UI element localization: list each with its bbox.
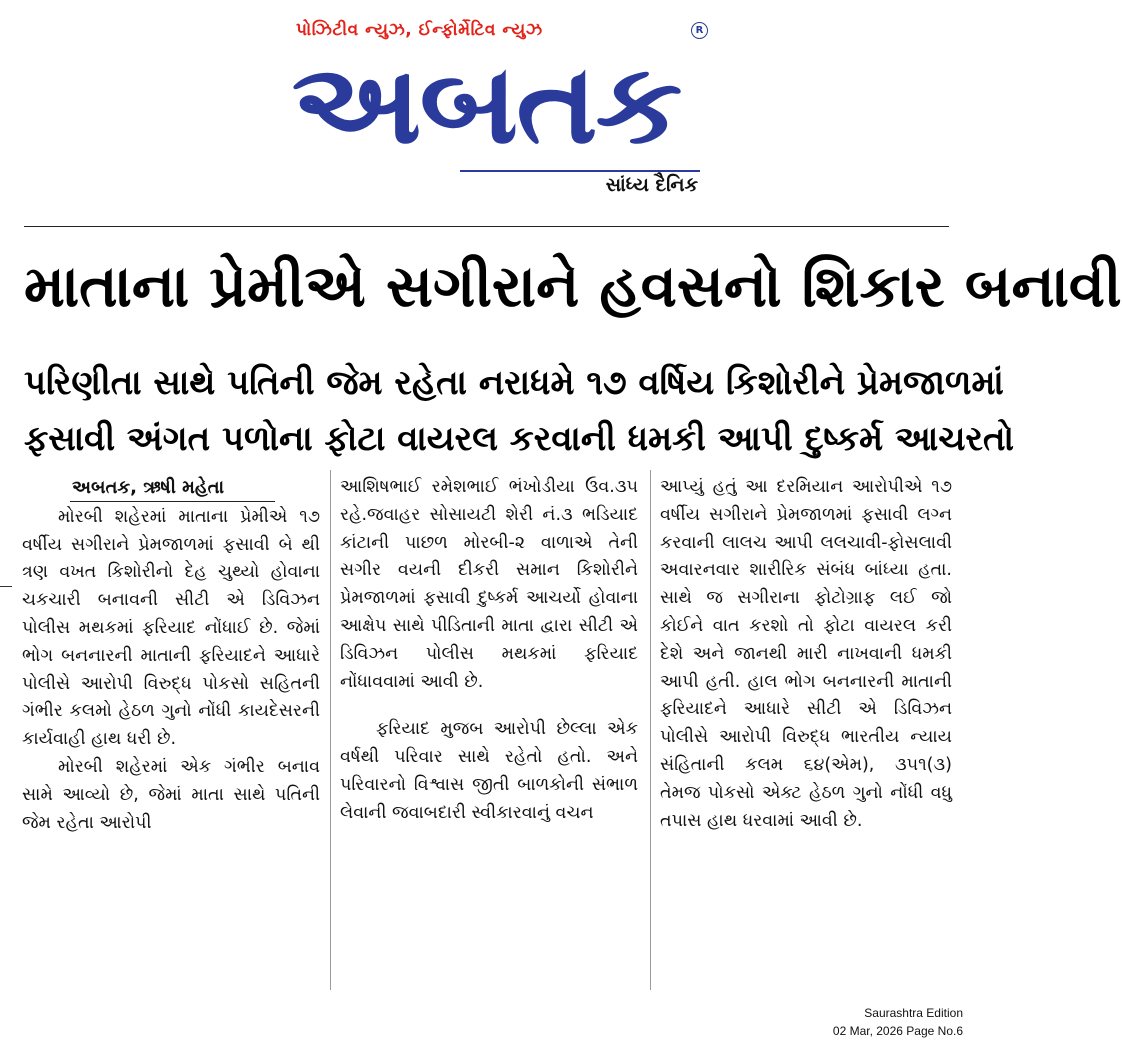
article-subheadline-line-1: પરિણીતા સાથે પતિની જેમ રહેતા નરાધમે ૧૭ વર્ષિય કિશોરીને પ્રેમજાળમાં bbox=[24, 363, 1004, 403]
column-divider bbox=[650, 470, 651, 990]
article-byline: અબતક, ઋષી મહેતા bbox=[72, 477, 224, 498]
header-divider bbox=[24, 226, 949, 227]
article-paragraph-2-cont: આશિષભાઈ રમેશભાઈ ભંખોડીયા ઉવ.૩૫ રહે.જવાહર સોસાયટી શેરી નં.૩ ભડિયાદ કાંટાની પાછળ મોરબી-૨ વાળાએ તેની સગીર વયની દીકરી સમાન કિશોરીને પ્રેમજાળમાં ફસાવી દુષ્કર્મ આચર્યો હોવાના આક્ષેપ સાથે પીડિતાની માતા દ્વારા સીટી એ ડિવિઝન પોલીસ મથકમાં ફરિયાદ નોંધાવવામાં આવી છે. bbox=[340, 477, 638, 692]
footer-edition: Saurashtra Edition bbox=[864, 1006, 963, 1020]
masthead-tagline: પોઝિટીવ ન્યુઝ, ઈન્ફોર્મેટિવ ન્યુઝ bbox=[296, 20, 543, 40]
article-subheadline-line-2: ફસાવી અંગત પળોના ફોટા વાયરલ કરવાની ધમકી આપી દુષ્કર્મ આચરતો bbox=[24, 419, 1015, 459]
article-paragraph-3-start: ફરિયાદ મુજબ આરોપી છેલ્લા એક વર્ષથી પરિવાર સાથે રહેતો હતો. અને પરિવારનો વિશ્વાસ જીતી બાળકોની સંભાળ લેવાની જવાબદારી સ્વીકારવાનું વચન bbox=[340, 719, 638, 823]
registered-mark-icon: R bbox=[691, 22, 708, 39]
article-column-2 bbox=[340, 474, 638, 828]
article-paragraph-3-cont: આપ્યું હતું આ દરમિયાન આરોપીએ ૧૭ વર્ષીય સગીરાને પ્રેમજાળમાં ફસાવી લગ્ન કરવાની લાલચ આપી લલચાવી-ફોસલાવી અવારનવાર શારીરિક સંબંધ બાંધ્યા હતા. સાથે જ સગીરાના ફોટોગ્રાફ લઈ જો કોઈને વાત કરશો તો ફોટા વાયરલ કરી દેશે અને જાનથી મારી નાખવાની ધમકી આપી હતી. હાલ ભોગ બનનારની માતાની ફરિયાદને આધારે સીટી એ ડિવિઝન પોલીસે આરોપી વિરુદ્ધ ભારતીય ન્યાય સંહિતાની કલમ ૬૪(એમ), ૩૫૧(૩) તેમજ પોકસો એક્ટ હેઠળ ગુનો નોંધી વધુ તપાસ હાથ ધરવામાં આવી છે. bbox=[660, 477, 952, 831]
margin-tick bbox=[0, 586, 12, 587]
article-column-3 bbox=[660, 474, 952, 835]
masthead bbox=[260, 14, 712, 214]
article-paragraph-1: મોરબી શહેરમાં માતાના પ્રેમીએ ૧૭ વર્ષીય સગીરાને પ્રેમજાળમાં ફસાવી બે થી ત્રણ વખત કિશોરીનો દેહ ચુથ્યો હોવાના ચકચારી બનાવની સીટી એ ડિવિઝન પોલીસ મથકમાં ફરિયાદ નોંધાઈ છે. જેમાં ભોગ બનનારની માતાની ફરિયાદને આધારે પોલીસે આરોપી વિરુદ્ધ પોકસો સહિતની ગંભીર કલમો હેઠળ ગુનો નોંધી કાયદેસરની કાર્યવાહી હાથ ધરી છે. bbox=[22, 506, 320, 750]
newspaper-logo: અબતક bbox=[291, 40, 681, 168]
footer-date-page: 02 Mar, 2026 Page No.6 bbox=[832, 1024, 963, 1038]
column-divider bbox=[330, 470, 331, 990]
edition-rule bbox=[460, 170, 700, 172]
article-column-1 bbox=[22, 474, 320, 837]
article-paragraph-2-start: મોરબી શહેરમાં એક ગંભીર બનાવ સામે આવ્યો છે, જેમાં માતા સાથે પતિની જેમ રહેતા આરોપી bbox=[22, 756, 320, 833]
byline-underline bbox=[70, 501, 275, 502]
article-headline: માતાના પ્રેમીએ સગીરાને હવસનો શિકાર બનાવી bbox=[24, 252, 1122, 320]
edition-label: સાંધ્ય દૈનિક bbox=[605, 174, 698, 196]
